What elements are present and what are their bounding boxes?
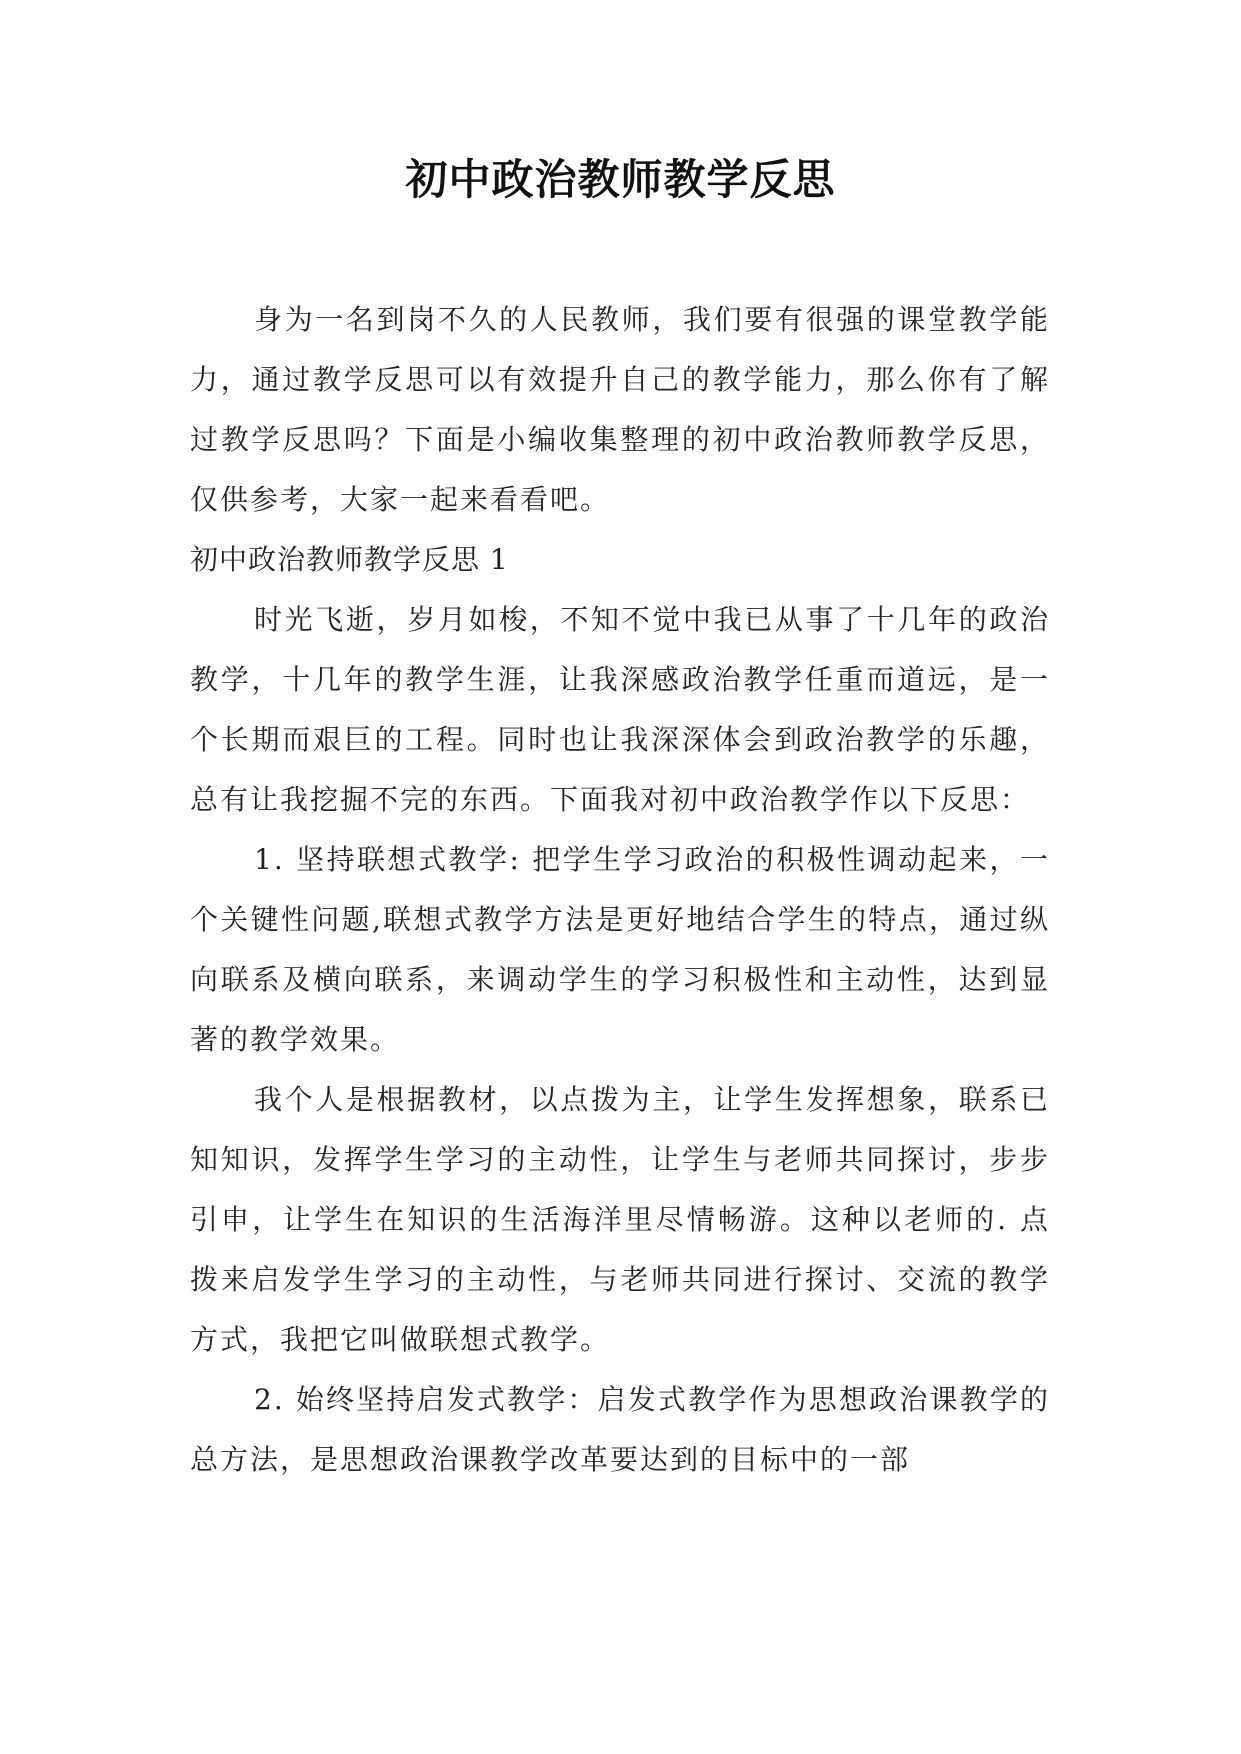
intro-paragraph: 身为一名到岗不久的人民教师，我们要有很强的课堂教学能力，通过教学反思可以有效提升自己的教学能力，那么你有了解过教学反思吗？下面是小编收集整理的初中政治教师教学反思，仅供参考，大家一起来看看吧。	[190, 303, 1050, 516]
body-paragraph-1: 时光飞逝，岁月如梭，不知不觉中我已从事了十几年的政治教学，十几年的教学生涯，让我深感政治教学任重而道远，是一个长期而艰巨的工程。同时也让我深深体会到政治教学的乐趣，总有让我挖掘不完的东西。下面我对初中政治教学作以下反思：	[190, 603, 1050, 816]
body-paragraph-2: 1. 坚持联想式教学: 把学生学习政治的积极性调动起来，一个关键性问题,联想式教学方法是更好地结合学生的特点，通过纵向联系及横向联系，来调动学生的学习积极性和主动性，达到显著的教学效果。	[190, 843, 1050, 1056]
body-paragraph-3: 我个人是根据教材，以点拨为主，让学生发挥想象，联系已知知识，发挥学生学习的主动性，让学生与老师共同探讨，步步引申，让学生在知识的生活海洋里尽情畅游。这种以老师的. 点拨来启发学生学习的主动性，与老师共同进行探讨、交流的教学方式，我把它叫做联想式教学。	[190, 1083, 1050, 1356]
document-body	[190, 290, 1050, 1490]
body-paragraph-4: 2. 始终坚持启发式教学：启发式教学作为思想政治课教学的总方法，是思想政治课教学改革要达到的目标中的一部	[190, 1383, 1050, 1476]
document-title: 初中政治教师教学反思	[405, 155, 836, 204]
section-heading: 初中政治教师教学反思 1	[190, 543, 509, 576]
